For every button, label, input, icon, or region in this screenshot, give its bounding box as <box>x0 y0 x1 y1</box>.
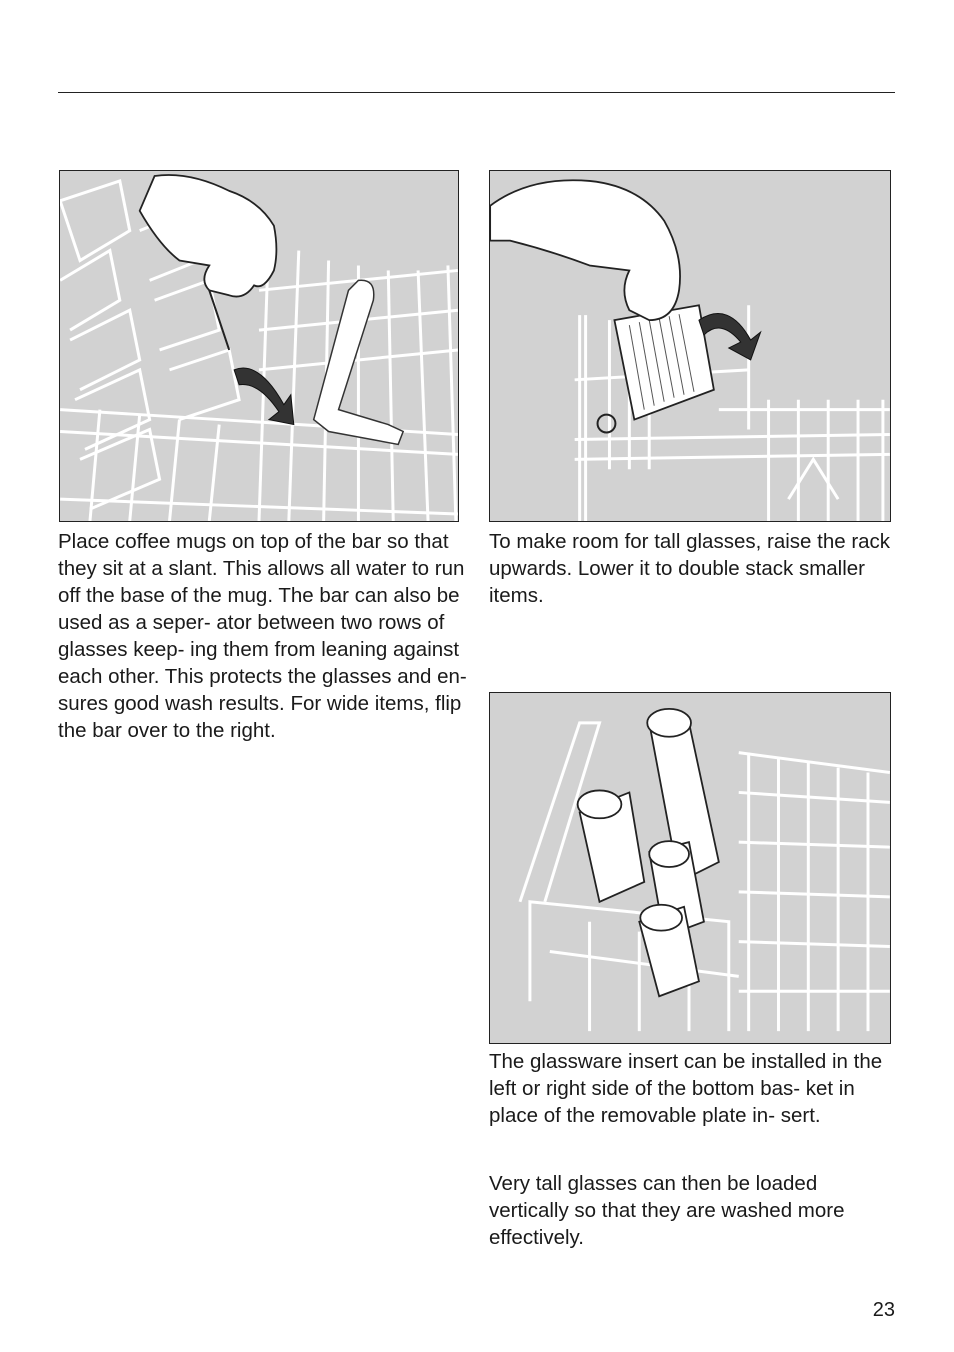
header-rule <box>58 92 895 93</box>
page-number: 23 <box>872 1299 895 1321</box>
raise-rack-caption: To make room for tall glasses, raise the rack upwards. Lower it to double stack smaller items. <box>489 530 891 607</box>
mug-bar-illustration <box>59 170 459 522</box>
glassware-insert-drawing <box>490 693 890 1043</box>
glassware-insert-caption: The glassware insert can be installed in the left or right side of the bottom bas- ket in place of the removable plate in- sert. <box>489 1050 883 1127</box>
tall-glasses-caption: Very tall glasses can then be loaded vertically so that they are washed more effectively. <box>489 1172 845 1249</box>
raise-rack-illustration <box>489 170 891 522</box>
mug-bar-drawing <box>60 171 458 521</box>
glassware-insert-illustration <box>489 692 891 1044</box>
mug-bar-caption: Place coffee mugs on top of the bar so that they sit at a slant. This allows all water to run off the base of the mug. The bar can also be used as a seper- ator between two rows of glasses keep- ing them from leaning against each other. This protects the glasses and en- sures good wash results. For wide items, flip the bar over to the right. <box>58 530 467 742</box>
raise-rack-drawing <box>490 171 890 521</box>
